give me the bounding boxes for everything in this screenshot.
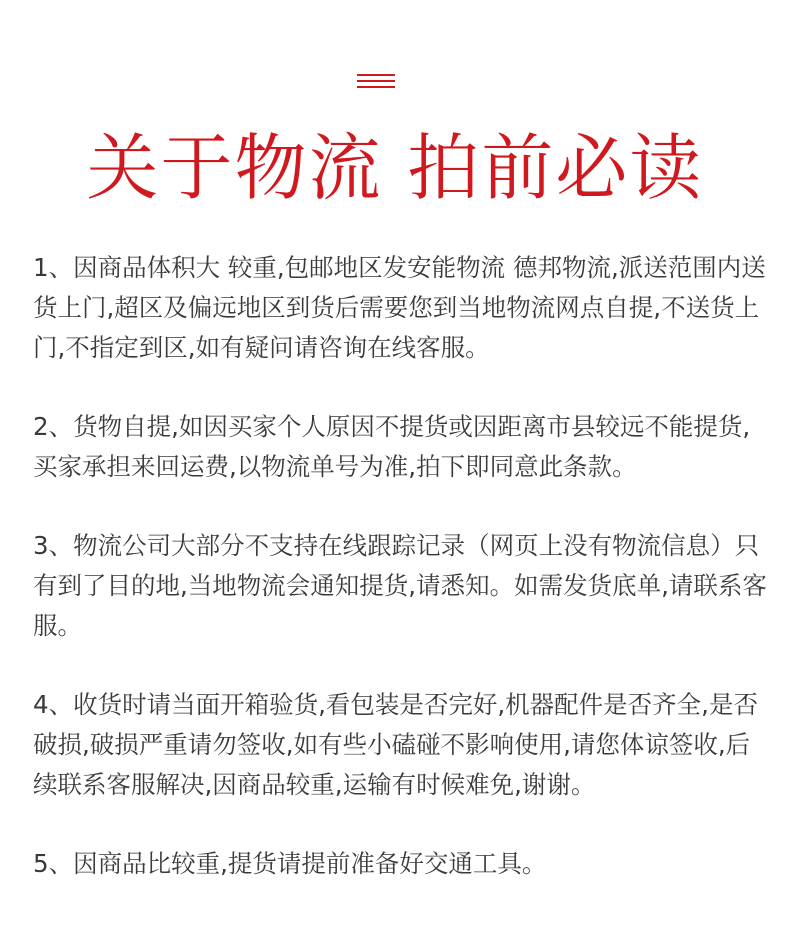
deco-line [357, 74, 395, 76]
deco-line [357, 80, 395, 82]
triple-line-icon [357, 74, 395, 90]
notice-item-2: 2、货物自提,如因买家个人原因不提货或因距离市县较远不能提货,买家承担来回运费,以物流单号为准,拍下即同意此条款。 [33, 412, 751, 481]
notice-item-5: 5、因商品比较重,提货请提前准备好交通工具。 [33, 849, 547, 878]
notice-content [33, 248, 773, 923]
deco-line [357, 86, 395, 88]
notice-item-3: 3、物流公司大部分不支持在线跟踪记录（网页上没有物流信息）只有到了目的地,当地物流会通知提货,请悉知。如需发货底单,请联系客服。 [33, 531, 767, 640]
notice-item-4: 4、收货时请当面开箱验货,看包装是否完好,机器配件是否齐全,是否破损,破损严重请勿签收,如有些小磕碰不影响使用,请您体谅签收,后续联系客服解决,因商品较重,运输有时候难免,谢谢。 [33, 690, 758, 799]
page-title: 关于物流 拍前必读 [86, 126, 704, 210]
notice-item-1: 1、因商品体积大 较重,包邮地区发安能物流 德邦物流,派送范围内送货上门,超区及偏远地区到货后需要您到当地物流网点自提,不送货上门,不指定到区,如有疑问请咨询在线客服。 [33, 253, 766, 362]
